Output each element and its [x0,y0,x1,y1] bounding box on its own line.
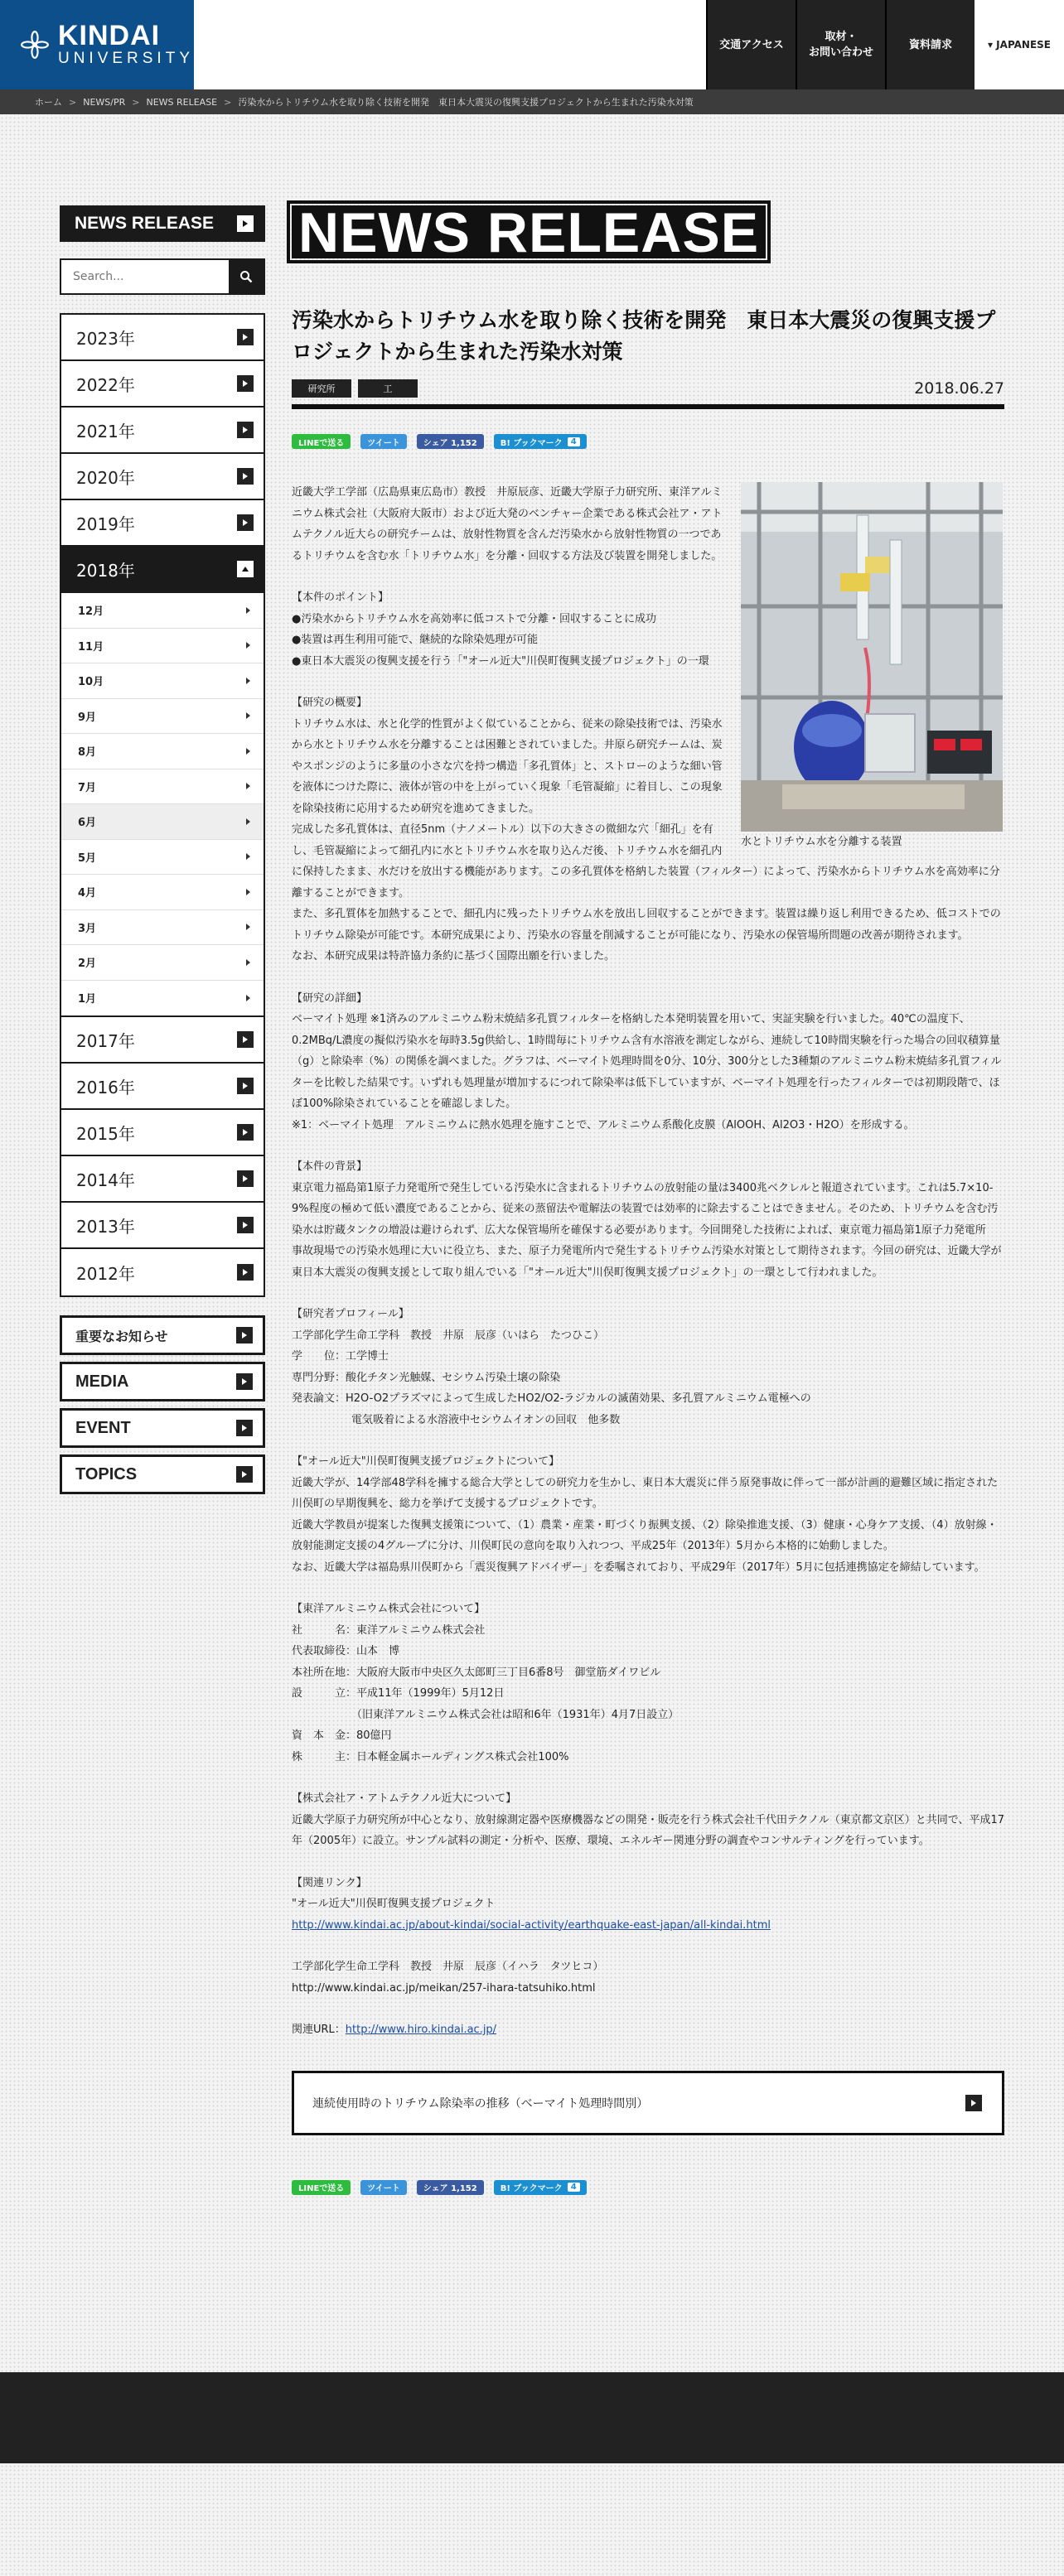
search-button[interactable] [229,260,264,293]
facebook-share-button[interactable]: シェア 1,152 [417,434,484,449]
background-heading: 【本件の背景】 [292,1160,368,1173]
profile-line: 学 位：工学博士 [292,1350,389,1363]
related-url-link[interactable]: http://www.hiro.kindai.ac.jp/ [345,2024,497,2036]
logo-university: UNIVERSITY [57,50,194,67]
link1-label: "オール近大"川俣町復興支援プロジェクト [292,1898,496,1910]
month-label: 5月 [78,851,97,865]
category-media[interactable] [60,1362,265,1401]
project-paragraph: なお、近畿大学は福島県川俣町から「震災復興アドバイザー」を委嘱されており、平成29年（2017年）5月に包括連携協定を締結しています。 [292,1561,985,1574]
month-label: 10月 [78,676,104,689]
tweet-button[interactable]: ツイート [360,434,407,449]
month-list [61,593,264,1017]
category-label: 重要なお知らせ [75,1328,168,1344]
toyo-line: 本社所在地：大阪府大阪市中央区久太郎町三丁目6番8号 御堂筋ダイワビル [292,1666,661,1679]
year-2014[interactable] [61,1156,264,1203]
arrow-right-icon [236,1327,253,1343]
category-list [60,1315,265,1494]
article [292,201,1004,2195]
month-label: 4月 [78,887,97,900]
category-label: MEDIA [75,1372,129,1391]
related-url-label: 関連URL： [292,2024,346,2036]
arrow-right-icon [246,783,250,789]
news-release-banner: NEWS RELEASE [292,205,766,258]
point-item: ●汚染水からトリチウム水を高効率に低コストで分離・回収することに成功 [292,612,656,625]
toyo-line: 株 主：日本軽金属ホールディングス株式会社100% [292,1750,569,1763]
month-2[interactable] [61,945,264,981]
year-2012[interactable] [61,1249,264,1295]
month-label: 2月 [78,958,97,971]
year-label: 2021年 [76,421,135,441]
year-label: 2019年 [76,514,135,534]
banner-wrap [292,201,1004,264]
month-label: 11月 [78,640,104,654]
month-12[interactable] [61,593,264,629]
year-2020[interactable] [61,454,264,500]
links-heading: 【関連リンク】 [292,1876,367,1889]
search-input[interactable] [61,260,229,293]
article-title: 汚染水からトリチウム水を取り除く技術を開発 東日本大震災の復興支援プロジェクトから生まれた汚染水対策 [292,308,996,364]
arrow-right-icon [246,924,250,930]
arrow-right-icon [246,712,250,719]
arrow-right-icon [236,1373,253,1390]
hatena-count: 4 [568,2183,580,2192]
summary-paragraph: トリチウム水は、水と化学的性質がよく似ていることから、従来の除染技術では、汚染水から水とトリチウム水を分離することは困難とされていました。井原ら研究チームは、炭やスポンジのように多量の小さな穴を持つ構造「多孔質体」と、ストローのような細い管を液体につけた際に、液体が管の中を上がっていく現象「毛管凝縮」に着目し、この現象を除染技術に応用するため研究を進めてきました。 [292,717,723,815]
search-box [60,258,265,295]
profile-line: 工学部化学生命工学科 教授 井原 辰彦（いはら たつひこ） [292,1329,605,1342]
project-heading: 【"オール近大"川俣町復興支援プロジェクトについて】 [292,1455,560,1468]
sidebar [60,205,265,2195]
plus-icon [237,514,254,531]
arrow-right-icon [246,678,250,684]
page-content [0,114,1064,2195]
arrow-right-icon [236,1420,253,1436]
month-6[interactable] [61,804,264,840]
month-9[interactable] [61,699,264,735]
plus-icon [237,422,254,438]
toyo-heading: 【東洋アルミニウム株式会社について】 [292,1603,486,1615]
tag-engineering[interactable]: 工 [358,379,418,398]
hatena-bookmark-button[interactable] [494,2180,587,2195]
month-label: 1月 [78,993,97,1006]
month-1[interactable] [61,981,264,1016]
detail-note: ※1：ベーマイト処理 アルミニウムに熱水処理を施すことで、アルミニウム系酸化皮膜（AlOOH、Al2O3・H2O）を形成する。 [292,1118,915,1131]
breadcrumb-separator-icon: > [132,96,140,108]
breadcrumb-home[interactable]: ホーム [35,97,62,108]
plus-icon [237,1124,254,1141]
profile-heading: 【研究者プロフィール】 [292,1308,409,1320]
profile-line: 電気吸着による水溶液中セシウムイオンの回収 他多数 [351,1413,621,1426]
year-2017[interactable] [61,1017,264,1064]
year-label: 2022年 [76,374,135,395]
sidebar-news-release-title[interactable] [60,205,265,242]
sidebar-title-label: NEWS RELEASE [75,214,215,233]
year-2018[interactable] [61,547,264,593]
project-paragraph: 近畿大学教員が提案した復興支援策について、（1）農業・産業・町づくり振興支援、（2）除染推進支援、（3）健康・心身ケア支援、（4）放射線・放射能測定支援の4グループに分け、川俣町民の意向を取り入れつつ、平成25年（2013年）5月から本格的に始動しました。 [292,1518,998,1552]
plus-icon [237,1217,254,1233]
year-label: 2015年 [76,1123,135,1144]
month-10[interactable] [61,663,264,699]
toyo-line: 資 本 金：80億円 [292,1729,392,1742]
plus-icon [237,375,254,392]
arrow-right-icon [237,215,254,232]
year-label: 2018年 [76,560,135,581]
kindai-emblem-icon [20,24,50,65]
tag-institute[interactable]: 研究所 [292,379,351,398]
breadcrumb-separator-icon: > [69,96,77,108]
brochure-button[interactable]: 資料請求 [885,0,975,89]
researcher-url: http://www.kindai.ac.jp/meikan/257-ihara-tatsuhiko.html [292,1981,596,1995]
all-kindai-project-link[interactable]: http://www.kindai.ac.jp/about-kindai/social-activity/earthquake-east-japan/all-kindai.html [292,1918,771,1932]
point-item: ●東日本大震災の復興支援を行う「"オール近大"川俣町復興支援プロジェクト」の一環 [292,654,709,668]
social-buttons-bottom [292,2180,1004,2195]
year-archive [60,313,265,1297]
year-2019[interactable] [61,500,264,547]
arrow-right-icon [246,642,250,649]
line-share-button[interactable]: LINEで送る [292,434,351,449]
year-2015[interactable] [61,1110,264,1156]
language-switch[interactable]: ▾ JAPANESE [975,0,1064,89]
atom-paragraph: 近畿大学原子力研究所が中心となり、放射線測定器や医療機器などの開発・販売を行う株式会社千代田テクノル（東京都文京区）と共同で、平成17年（2005年）に設立。サンプル試料の測定・分析や、医療、環境、エネルギー関連分野の調査やコンサルティングを行っています。 [292,1813,1004,1847]
category-event[interactable] [60,1408,265,1448]
tag-list [292,379,418,398]
line-share-button[interactable]: LINEで送る [292,2180,351,2195]
title-divider [292,404,1004,409]
intro-paragraph: 近畿大学工学部（広島県東広島市）教授 井原辰彦、近畿大学原子力研究所、東洋アルミニウム株式会社（大阪府大阪市）および近大発のベンチャー企業である株式会社ア・アトムテクノル近大らの研究チームは、放射性物質を含んだ汚染水から放射性物質の一つであるトリチウムを含む水「トリチウム水」を分離・回収する方法及び装置を開発しました。 [292,486,723,562]
tags-row [292,379,1004,398]
background-paragraph: 東京電力福島第1原子力発電所で発生している汚染水に含まれるトリチウムの放射能の量は3400兆ベクレルと報道されています。これは5.7×10-9%程度の極めて低い濃度であることから、従来の蒸留法や電解法の装置では効率的に除去することはできません。そのため、トリチウムを含む汚染水は貯蔵タンクの増設は避けられず、広大な保管場所を確保する必要があります。今回開発した技術によれば、東京電力福島第1原子力発電所 事故現場での汚染水処理に大いに役立ち、また、原子力発電所内で発生するトリチウム汚染水対策として期待されます。今回の研究は、近畿大学が東日本大震災の復興支援として取り組んでいる「"オール近大"川俣町復興支援プロジェクト」の一環として行われました。 [292,1181,1002,1279]
hatena-count: 4 [568,437,580,446]
points-heading: 【本件のポイント】 [292,591,389,604]
header-nav [706,0,1064,89]
month-4[interactable] [61,875,264,910]
month-11[interactable] [61,629,264,664]
social-buttons-top [292,434,1004,449]
arrow-right-icon [965,2095,982,2111]
category-important-notice[interactable] [60,1315,265,1355]
year-2013[interactable] [61,1203,264,1249]
logo-kindai: KINDAI [57,20,161,51]
project-paragraph: 近畿大学が、14学部48学科を擁する総合大学としての研究力を生かし、東日本大震災に伴う原発事故に伴って一部が計画的避難区域に指定された川俣町の早期復興を、総力を挙げて支援するプロジェクトです。 [292,1476,999,1510]
profile-line: 発表論文：H2O-O2プラズマによって生成したHO2/O2-ラジカルの滅菌効果、多孔質アルミニウム電極への [292,1392,811,1405]
tweet-button[interactable]: ツイート [360,2180,407,2195]
year-2023[interactable] [61,315,264,361]
year-label: 2023年 [76,328,135,349]
month-label: 9月 [78,711,97,724]
chevron-up-icon [237,561,254,577]
year-label: 2014年 [76,1170,135,1190]
year-2016[interactable] [61,1064,264,1110]
detail-heading: 【研究の詳細】 [292,991,368,1005]
article-figure [741,482,1004,853]
atom-heading: 【株式会社ア・アトムテクノル近大について】 [292,1792,517,1805]
breadcrumb-separator-icon: > [224,96,232,108]
year-label: 2016年 [76,1077,135,1097]
arrow-right-icon [246,818,250,825]
article-body [292,482,1004,2041]
hatena-label: B! ブックマーク [500,2184,563,2193]
graph-download-link[interactable] [292,2071,1004,2135]
year-label: 2020年 [76,467,135,488]
month-label: 6月 [78,817,97,830]
hatena-bookmark-button[interactable] [494,434,587,449]
article-date: 2018.06.27 [914,379,1004,398]
kindai-logo[interactable] [0,0,194,89]
contact-button[interactable]: 取材・ お問い合わせ [796,0,885,89]
detail-paragraph: ベーマイト処理 ※1済みのアルミニウム粉末焼結多孔質フィルターを格納した本発明装置を用いて、実証実験を行いました。40℃の温度下、0.2MBq/L濃度の擬似汚染水を毎時3.5g供給し、1時間毎にトリチウム含有水溶液を測定しながら、連続して10時間実験を行った場合の回収積算量（g）と除染率（%）の関係を調べました。グラフは、ベーマイト処理時間を0分、10分、300分とした3種類のアルミニウム粉末焼結多孔質フィルターを比較した結果です。いずれも処理量が増加するにつれて除染率は低下していますが、ベーマイト処理を行ったフィルターでは初期段階で、ほぼ100%除染されていることを確認しました。 [292,1013,1002,1110]
month-label: 12月 [78,605,104,619]
apparatus-illustration [741,482,1003,832]
arrow-right-icon [246,748,250,755]
category-label: TOPICS [75,1464,138,1483]
plus-icon [237,1264,254,1281]
plus-icon [237,468,254,485]
month-label: 7月 [78,781,97,794]
plus-icon [237,329,254,345]
year-2021[interactable] [61,408,264,454]
summary-paragraph: なお、本研究成果は特許協力条約に基づく国際出願を行いました。 [292,950,616,962]
apparatus-photo [741,482,1003,832]
site-footer [0,2372,1064,2463]
facebook-share-button[interactable]: シェア 1,152 [417,2180,484,2195]
plus-icon [237,1078,254,1094]
arrow-right-icon [236,1466,253,1483]
toyo-line: （旧東洋アルミニウム株式会社は昭和6年（1931年）4月7日設立） [351,1708,680,1721]
hatena-label: B! ブックマーク [500,438,563,448]
profile-line: 専門分野：酸化チタン光触媒、セシウム汚染土壌の除染 [292,1371,561,1384]
month-label: 8月 [78,746,97,760]
arrow-right-icon [246,959,250,966]
arrow-right-icon [246,889,250,895]
link2-label: 工学部化学生命工学科 教授 井原 辰彦（イハラ タツヒコ） [292,1961,604,1973]
month-3[interactable] [61,910,264,946]
arrow-right-icon [246,995,250,1001]
point-item: ●装置は再生利用可能で、継続的な除染処理が可能 [292,634,539,646]
arrow-right-icon [246,607,250,614]
month-8[interactable] [61,734,264,769]
site-header [0,0,1064,89]
summary-heading: 【研究の概要】 [292,697,368,709]
year-label: 2012年 [76,1263,135,1284]
access-button[interactable]: 交通アクセス [706,0,796,89]
download-label: 連続使用時のトリチウム除染率の推移（ベーマイト処理時間別） [312,2096,649,2110]
month-7[interactable] [61,769,264,805]
breadcrumb [0,89,1064,114]
toyo-line: 社 名：東洋アルミニウム株式会社 [292,1623,486,1637]
summary-paragraph: また、多孔質体を加熱することで、細孔内に残ったトリチウム水を放出し回収することができます。装置は繰り返し利用できるため、低コストでのトリチウム除染が可能です。本研究成果により、汚染水の容量を削減することが可能になり、汚染水の保管場所問題の改善が期待されます。 [292,908,1001,942]
month-5[interactable] [61,840,264,876]
year-label: 2017年 [76,1030,135,1051]
photo-caption: 水とトリチウム水を分離する装置 [741,836,902,848]
toyo-line: 設 立：平成11年（1999年）5月12日 [292,1687,505,1700]
logo-text [58,22,194,68]
category-label: EVENT [75,1418,131,1437]
search-icon [239,270,253,283]
toyo-line: 代表取締役：山本 博 [292,1645,400,1657]
year-2022[interactable] [61,361,264,408]
summary-paragraph: 完成した多孔質体は、直径5nm（ナノメートル）以下の大きさの微細な穴「細孔」を有し、毛管凝縮によって細孔内に水とトリチウム水を取り込んだ後、トリチウム水を細孔内に保持したまま、水だけを放出する機能があります。この多孔質体を格納した装置（フィルター）によって、汚染水からトリチウム水を高効率に分離することができます。 [292,823,1000,900]
breadcrumb-current: 汚染水からトリチウム水を取り除く技術を開発 東日本大震災の復興支援プロジェクトから生まれた汚染水対策 [238,97,694,108]
breadcrumb-news-pr[interactable]: NEWS/PR [83,96,126,108]
plus-icon [237,1170,254,1187]
year-label: 2013年 [76,1216,135,1237]
month-label: 3月 [78,922,97,935]
breadcrumb-news-release[interactable]: NEWS RELEASE [146,96,218,108]
arrow-right-icon [246,853,250,860]
category-topics[interactable] [60,1454,265,1494]
plus-icon [237,1031,254,1048]
